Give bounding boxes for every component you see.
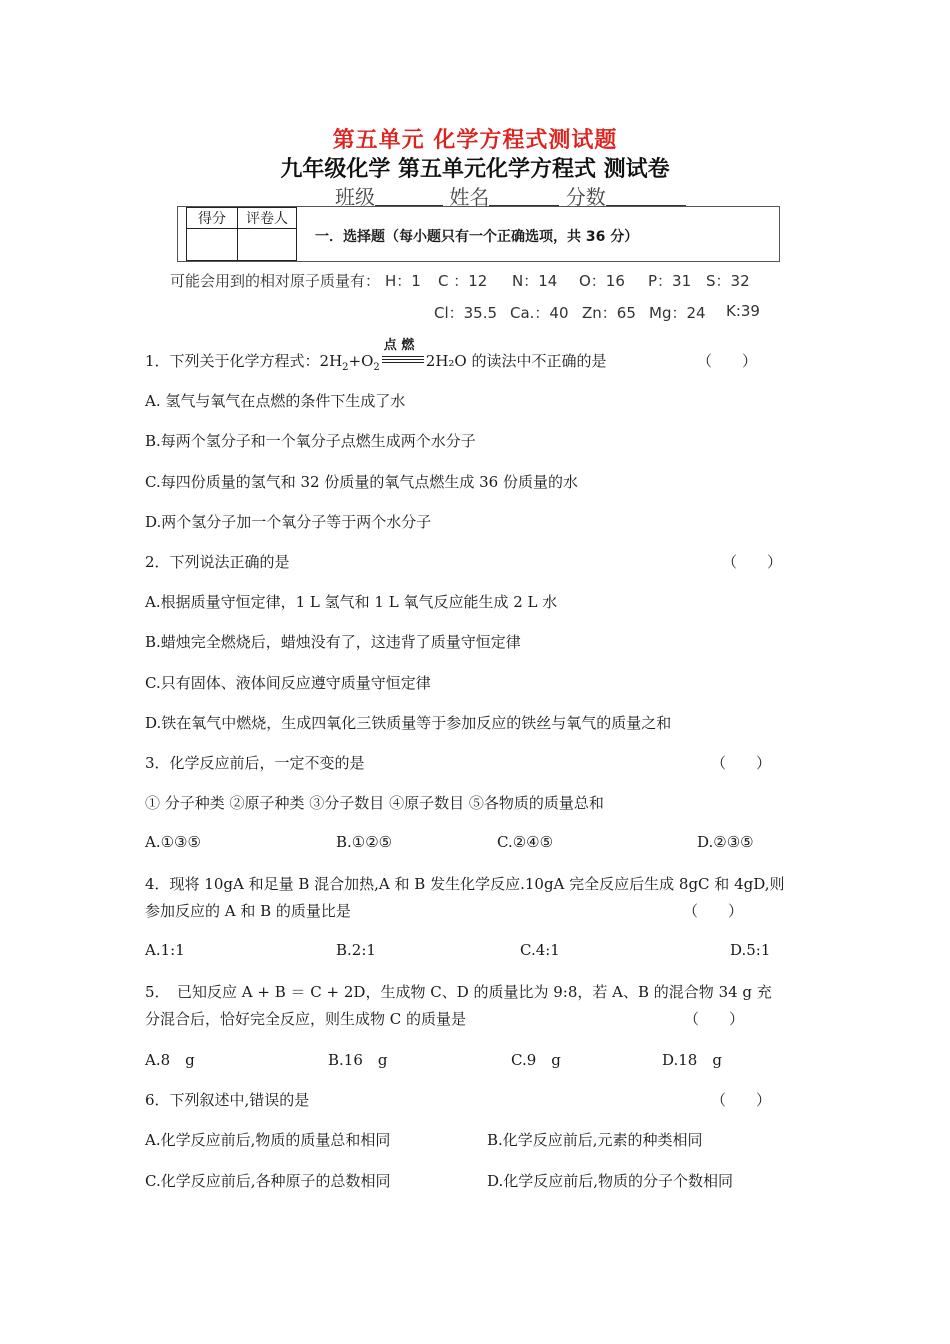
atomic-mass-zn: Zn：65 bbox=[582, 304, 636, 322]
q1-option-d: D.两个氢分子加一个氧分子等于两个水分子 bbox=[145, 513, 432, 531]
q4-option-c: C.4:1 bbox=[520, 941, 560, 959]
grader-cell[interactable] bbox=[238, 229, 297, 261]
q5-option-b: B.16 g bbox=[328, 1051, 388, 1069]
class-blank[interactable] bbox=[375, 187, 443, 206]
q3-option-b: B.①②⑤ bbox=[336, 833, 393, 851]
atomic-mass-o: O：16 bbox=[579, 272, 625, 290]
question-5-stem-line1: 5． 已知反应 A + B ＝ C + 2D，生成物 C、D 的质量比为 9:8，若 A、B 的混合物 34 g 充 bbox=[145, 983, 772, 1001]
grader-header: 评卷人 bbox=[238, 208, 297, 229]
score-table bbox=[186, 207, 297, 261]
question-4-answer-paren[interactable]: （ ） bbox=[683, 902, 744, 920]
question-2-answer-paren[interactable]: （ ） bbox=[722, 553, 783, 571]
section-heading: 一．选择题（每小题只有一个正确选项，共 36 分） bbox=[315, 229, 639, 245]
q1-stem-suffix: 2H₂O 的读法中不正确的是 bbox=[425, 352, 607, 370]
atomic-mass-c: C ：12 bbox=[438, 272, 488, 290]
question-6-stem: 6．下列叙述中,错误的是 bbox=[145, 1091, 310, 1109]
question-4-stem-line1: 4．现将 10gA 和足量 B 混合加热,A 和 B 发生化学反应.10gA 完全反应后生成 8gC 和 4gD,则 bbox=[145, 875, 785, 893]
q6-option-c: C.化学反应前后,各种原子的总数相同 bbox=[145, 1172, 391, 1190]
q1-option-b: B.每两个氢分子和一个氧分子点燃生成两个水分子 bbox=[145, 432, 476, 450]
q5-option-a: A.8 g bbox=[145, 1051, 195, 1069]
q4-option-a: A.1:1 bbox=[145, 941, 185, 959]
q3-items: ① 分子种类 ②原子种类 ③分子数目 ④原子数目 ⑤各物质的质量总和 bbox=[145, 794, 604, 812]
atomic-mass-h: H：1 bbox=[385, 272, 421, 290]
q2-option-d: D.铁在氧气中燃烧，生成四氧化三铁质量等于参加反应的铁丝与氧气的质量之和 bbox=[145, 714, 672, 732]
question-5-answer-paren[interactable]: （ ） bbox=[684, 1010, 745, 1028]
q6-option-d: D.化学反应前后,物质的分子个数相同 bbox=[487, 1172, 734, 1190]
q4-option-d: D.5:1 bbox=[730, 941, 771, 959]
page-title-main: 九年级化学 第五单元化学方程式 测试卷 bbox=[280, 157, 670, 182]
q5-option-d: D.18 g bbox=[662, 1051, 722, 1069]
q1-eq-mid: +O bbox=[348, 352, 374, 370]
q3-option-a: A.①③⑤ bbox=[145, 833, 201, 851]
class-label: 班级 bbox=[335, 185, 375, 209]
page-title-red: 第五单元 化学方程式测试题 bbox=[332, 128, 618, 153]
q1-option-c: C.每四份质量的氢气和 32 份质量的氧气点燃生成 36 份质量的水 bbox=[145, 473, 578, 491]
name-label: 姓名 bbox=[449, 185, 490, 209]
question-1-answer-paren[interactable]: （ ） bbox=[697, 352, 758, 370]
atomic-mass-s: S：32 bbox=[706, 272, 750, 290]
q4-option-b: B.2:1 bbox=[336, 941, 376, 959]
q1-stem-prefix: 1．下列关于化学方程式：2H bbox=[145, 352, 343, 370]
score-blank[interactable] bbox=[606, 187, 686, 206]
question-1-stem: 1．下列关于化学方程式：$2H_2+O_2$ 点 燃 2H₂O 的读法中不正确的是 bbox=[145, 350, 607, 373]
question-6-answer-paren[interactable]: （ ） bbox=[711, 1091, 772, 1109]
question-3-answer-paren[interactable]: （ ） bbox=[711, 754, 772, 772]
q2-option-b: B.蜡烛完全燃烧后，蜡烛没有了，这违背了质量守恒定律 bbox=[145, 633, 521, 651]
q3-option-d: D.②③⑤ bbox=[697, 833, 754, 851]
question-4-stem-line2: 参加反应的 A 和 B 的质量比是 bbox=[145, 902, 351, 920]
question-2-stem: 2．下列说法正确的是 bbox=[145, 553, 290, 571]
q2-option-c: C.只有固体、液体间反应遵守质量守恒定律 bbox=[145, 674, 431, 692]
atomic-mass-mg: Mg：24 bbox=[649, 304, 706, 322]
atomic-mass-n: N：14 bbox=[512, 272, 558, 290]
q3-option-c: C.②④⑤ bbox=[497, 833, 554, 851]
atomic-mass-k: K:39 bbox=[726, 302, 760, 320]
score-header: 得分 bbox=[187, 208, 238, 229]
question-5-stem-line2: 分混合后，恰好完全反应，则生成物 C 的质量是 bbox=[145, 1010, 467, 1028]
name-blank[interactable] bbox=[489, 187, 559, 206]
reaction-condition: 点 燃 bbox=[383, 338, 415, 353]
reaction-condition-arrow bbox=[382, 338, 424, 367]
question-3-stem: 3．化学反应前后，一定不变的是 bbox=[145, 754, 365, 772]
section-score-box bbox=[177, 206, 780, 262]
atomic-mass-cl: Cl：35.5 bbox=[434, 304, 498, 322]
q2-option-a: A.根据质量守恒定律，1 L 氢气和 1 L 氧气反应能生成 2 L 水 bbox=[145, 593, 558, 611]
score-label: 分数 bbox=[565, 185, 606, 209]
q5-option-c: C.9 g bbox=[511, 1051, 561, 1069]
score-cell[interactable] bbox=[187, 229, 238, 261]
atomic-mass-intro: 可能会用到的相对原子质量有： bbox=[170, 272, 381, 290]
q1-option-a: A. 氢气与氧气在点燃的条件下生成了水 bbox=[145, 392, 406, 410]
atomic-mass-ca: Ca.：40 bbox=[510, 304, 569, 322]
q6-option-b: B.化学反应前后,元素的种类相同 bbox=[487, 1131, 703, 1149]
atomic-mass-p: P：31 bbox=[648, 272, 692, 290]
q6-option-a: A.化学反应前后,物质的质量总和相同 bbox=[145, 1131, 391, 1149]
